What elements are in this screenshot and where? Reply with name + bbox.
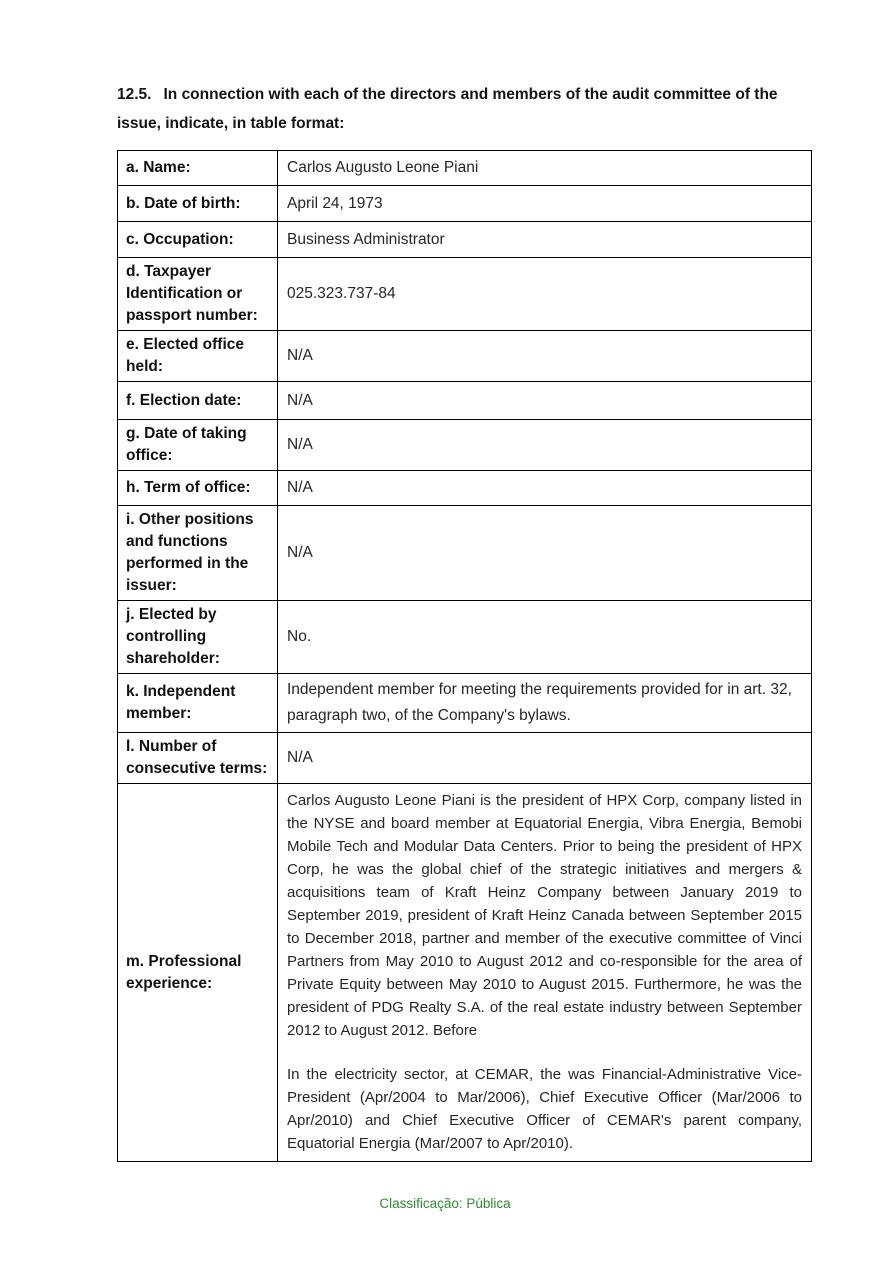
row-value: N/A: [278, 331, 812, 382]
section-title-text: In connection with each of the directors and members of the audit committee of the issue, indicate, in table format:: [117, 86, 778, 132]
row-label: i. Other positions and functions performed in the issuer:: [118, 506, 278, 601]
row-label: k. Independent member:: [118, 674, 278, 733]
table-row-date-taking-office: [118, 420, 812, 471]
table-row-other-positions: [118, 506, 812, 601]
row-value: N/A: [278, 733, 812, 784]
row-label: h. Term of office:: [118, 471, 278, 506]
row-value: Independent member for meeting the requirements provided for in art. 32, paragraph two, of the Company's bylaws.: [278, 674, 812, 733]
row-label: e. Elected office held:: [118, 331, 278, 382]
row-value: N/A: [278, 382, 812, 420]
row-value: [278, 784, 812, 1162]
classification-footer: Classificação: Pública: [379, 1196, 511, 1211]
table-row-occupation: [118, 222, 812, 258]
table-row-consecutive-terms: [118, 733, 812, 784]
table-row-taxpayer-id: [118, 258, 812, 331]
table-row-professional-experience: [118, 784, 812, 1162]
row-value: Business Administrator: [278, 222, 812, 258]
row-label: f. Election date:: [118, 382, 278, 420]
page-title: [117, 80, 811, 138]
row-label: c. Occupation:: [118, 222, 278, 258]
table-row-elected-office: [118, 331, 812, 382]
director-info-table-wrap: [117, 150, 811, 1162]
section-number: 12.5.: [117, 86, 152, 103]
table-row-term-of-office: [118, 471, 812, 506]
row-label: b. Date of birth:: [118, 186, 278, 222]
experience-paragraph-2: In the electricity sector, at CEMAR, the was Financial-Administrative Vice-President (Apr/2004 to Mar/2006), Chief Executive Officer (Mar/2006 to Apr/2010) and Chief Executive Officer of CEMAR's parent company, Equatorial Energia (Mar/2007 to Apr/2010).: [287, 1066, 802, 1152]
row-label: m. Professional experience:: [118, 784, 278, 1162]
row-value: N/A: [278, 506, 812, 601]
table-row-name: [118, 151, 812, 186]
row-label: j. Elected by controlling shareholder:: [118, 601, 278, 674]
row-label: g. Date of taking office:: [118, 420, 278, 471]
table-row-elected-by-controlling-shareholder: [118, 601, 812, 674]
table-row-date-of-birth: [118, 186, 812, 222]
row-label: l. Number of consecutive terms:: [118, 733, 278, 784]
table-row-election-date: [118, 382, 812, 420]
row-label: a. Name:: [118, 151, 278, 186]
row-value: N/A: [278, 471, 812, 506]
row-value: April 24, 1973: [278, 186, 812, 222]
row-value: N/A: [278, 420, 812, 471]
row-value: Carlos Augusto Leone Piani: [278, 151, 812, 186]
row-value: No.: [278, 601, 812, 674]
director-info-table: [117, 150, 812, 1162]
row-value: 025.323.737-84: [278, 258, 812, 331]
row-label: d. Taxpayer Identification or passport number:: [118, 258, 278, 331]
table-row-independent-member: [118, 674, 812, 733]
experience-paragraph-1: Carlos Augusto Leone Piani is the president of HPX Corp, company listed in the NYSE and board member at Equatorial Energia, Vibra Energia, Bemobi Mobile Tech and Modular Data Centers. Prior to being the president of HPX Corp, he was the global chief of the strategic initiatives and mergers & acquisitions team of Kraft Heinz Company between January 2019 to September 2019, president of Kraft Heinz Canada between September 2015 to December 2018, partner and member of the executive committee of Vinci Partners from May 2010 to August 2012 and co-responsible for the area of Private Equity between May 2010 to August 2015. Furthermore, he was the president of PDG Realty S.A. of the real estate industry between September 2012 to August 2012. Before: [287, 792, 802, 1039]
